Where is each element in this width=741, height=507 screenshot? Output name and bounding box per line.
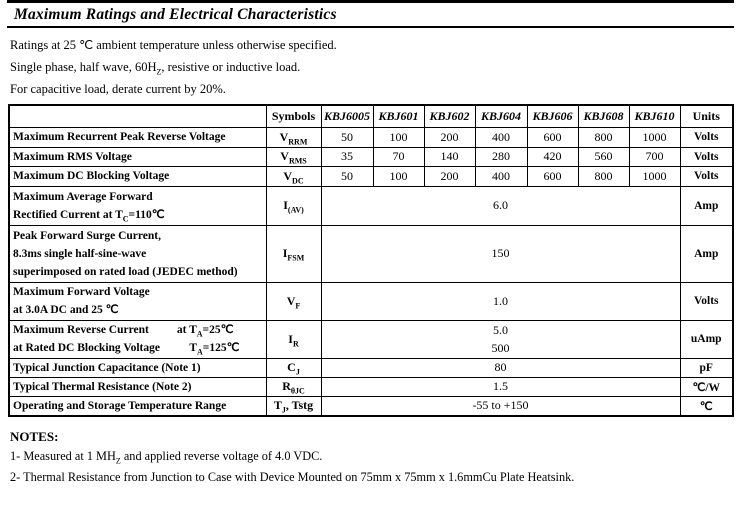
value-cell: 800 [578, 127, 629, 147]
param-label: Typical Junction Capacitance (Note 1) [9, 358, 266, 377]
header-model-kbj601: KBJ601 [373, 105, 424, 127]
param-label: Maximum Reverse Current at $T_A=25℃$ at Rated DC Blocking Voltage $T_A=125℃$ [9, 320, 266, 358]
unit-cell: pF [680, 358, 733, 377]
param-label: Maximum Recurrent Peak Reverse Voltage [9, 127, 266, 147]
intro-line-capacitive: For capacitive load, derate current by 20%. [10, 82, 226, 96]
unit-cell: Volts [680, 127, 733, 147]
param-label: Maximum Forward Voltage at 3.0A DC and 25 ℃ [9, 282, 266, 320]
note-1: 1- Measured at 1 $MH_Z$ and applied reverse voltage of 4.0 VDC. [10, 449, 323, 466]
condition-ta125: $T_A=125℃$ [189, 342, 240, 357]
intro-text [10, 37, 741, 97]
table-header-row [9, 105, 733, 127]
symbol-cell: $V_{RRM}$ [266, 127, 321, 147]
row-ifsm [9, 225, 733, 282]
value-cell: 600 [527, 166, 578, 186]
notes-section [10, 429, 741, 485]
ratings-table [8, 104, 734, 417]
value-cell: 100 [373, 127, 424, 147]
unit-cell: Amp [680, 225, 733, 282]
header-model-kbj604: KBJ604 [475, 105, 527, 127]
unit-cell: Volts [680, 282, 733, 320]
value-cell: 1.5 [321, 377, 680, 396]
value-cell: 700 [629, 147, 680, 166]
row-iav [9, 186, 733, 225]
unit-cell: Amp [680, 186, 733, 225]
symbol-cell: $T_J$, Tstg [266, 396, 321, 416]
unit-cell: uAmp [680, 320, 733, 358]
row-rthjc [9, 377, 733, 396]
value-cell: 400 [475, 166, 527, 186]
intro-line-ratings: Ratings at 25 ℃ ambient temperature unless otherwise specified. [10, 38, 337, 52]
symbol-cell: $I_{(AV)}$ [266, 186, 321, 225]
note-2: 2- Thermal Resistance from Junction to Case with Device Mounted on 75mm x 75mm x 1.6mmCu Plate Heatsink. [10, 470, 575, 484]
header-symbols: Symbols [266, 105, 321, 127]
value-cell: -55 to +150 [321, 396, 680, 416]
row-vrrm [9, 127, 733, 147]
header-units: Units [680, 105, 733, 127]
header-model-kbj6005: KBJ6005 [321, 105, 373, 127]
header-model-kbj608: KBJ608 [578, 105, 629, 127]
symbol-cell: $V_F$ [266, 282, 321, 320]
notes-heading: NOTES: [10, 429, 59, 444]
symbol-cell: $V_{RMS}$ [266, 147, 321, 166]
condition-ta25: at $T_A=25℃$ [176, 324, 234, 339]
param-label: Maximum Average Forward Rectified Current at $T_C=110℃$ [9, 186, 266, 225]
row-cj [9, 358, 733, 377]
value-cell: 1000 [629, 127, 680, 147]
value-cell: 200 [424, 166, 475, 186]
row-vf [9, 282, 733, 320]
symbol-cell: $I_R$ [266, 320, 321, 358]
row-tj-tstg [9, 396, 733, 416]
value-cell: 50 [321, 127, 373, 147]
value-cell: 420 [527, 147, 578, 166]
row-ir [9, 320, 733, 358]
header-model-kbj606: KBJ606 [527, 105, 578, 127]
value-cell: 5.0 500 [321, 320, 680, 358]
unit-cell: ℃/W [680, 377, 733, 396]
param-label: Maximum DC Blocking Voltage [9, 166, 266, 186]
unit-cell: Volts [680, 166, 733, 186]
top-rule [7, 0, 734, 3]
param-label: Operating and Storage Temperature Range [9, 396, 266, 416]
value-cell: 50 [321, 166, 373, 186]
value-cell: 35 [321, 147, 373, 166]
value-cell: 800 [578, 166, 629, 186]
value-cell: 1000 [629, 166, 680, 186]
unit-cell: ℃ [680, 396, 733, 416]
value-cell: 1.0 [321, 282, 680, 320]
header-model-kbj610: KBJ610 [629, 105, 680, 127]
title-underline [7, 26, 734, 28]
row-vdc [9, 166, 733, 186]
value-cell: 400 [475, 127, 527, 147]
value-cell: 280 [475, 147, 527, 166]
value-cell: 6.0 [321, 186, 680, 225]
symbol-cell: $I_{FSM}$ [266, 225, 321, 282]
symbol-cell: $C_J$ [266, 358, 321, 377]
param-label: Typical Thermal Resistance (Note 2) [9, 377, 266, 396]
param-label: Maximum RMS Voltage [9, 147, 266, 166]
value-cell: 600 [527, 127, 578, 147]
header-model-kbj602: KBJ602 [424, 105, 475, 127]
value-cell: 200 [424, 127, 475, 147]
value-cell: 80 [321, 358, 680, 377]
header-parameter-cell [9, 105, 266, 127]
unit-cell: Volts [680, 147, 733, 166]
page-title: Maximum Ratings and Electrical Characteristics [14, 6, 337, 23]
value-cell: 560 [578, 147, 629, 166]
row-vrms [9, 147, 733, 166]
intro-line-phase: Single phase, half wave, $60H_Z$, resistive or inductive load. [10, 60, 301, 77]
value-cell: 100 [373, 166, 424, 186]
param-label: Peak Forward Surge Current, 8.3ms single half-sine-wave superimposed on rated load (JEDEC method) [9, 225, 266, 282]
symbol-cell: $V_{DC}$ [266, 166, 321, 186]
value-cell: 140 [424, 147, 475, 166]
value-cell: 150 [321, 225, 680, 282]
symbol-cell: $R_{\theta JC}$ [266, 377, 321, 396]
value-cell: 70 [373, 147, 424, 166]
